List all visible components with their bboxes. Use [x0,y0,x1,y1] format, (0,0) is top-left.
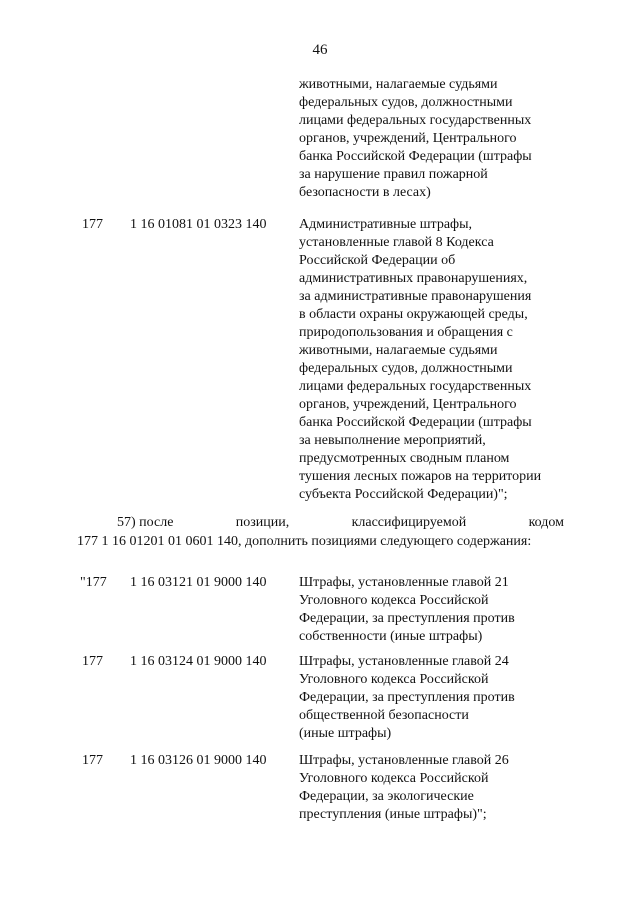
description-line: Российской Федерации об [299,253,456,268]
description-line: Штрафы, установленные главой 26 [299,753,509,768]
entry-admin-code: 177 [82,217,103,232]
description-line: за административные правонарушения [299,289,532,304]
description-line: лицами федеральных государственных [299,379,532,394]
instruction-word: классифицируемой [351,515,467,530]
new-entry-classification-code: 1 16 03126 01 9000 140 [130,753,267,768]
description-line: Штрафы, установленные главой 21 [299,575,509,590]
new-entry-admin-code: 177 [82,654,103,669]
description-line: безопасности в лесах) [299,185,431,200]
description-line: субъекта Российской Федерации)"; [299,487,508,502]
instruction-line-1 [77,513,564,532]
description-line: тушения лесных пожаров на территории [299,469,542,484]
description-line: животными, налагаемые судьями [299,77,498,92]
description-line: банка Российской Федерации (штрафы [299,149,532,164]
new-entry-description [299,574,579,646]
description-line: общественной безопасности [299,708,469,723]
instruction-word: 57) после [117,515,174,530]
description-line: федеральных судов, должностными [299,95,513,110]
description-line: природопользования и обращения с [299,325,513,340]
continuation-description [299,76,579,202]
description-line: органов, учреждений, Центрального [299,131,517,146]
entry-classification-code: 1 16 01081 01 0323 140 [130,217,267,232]
description-line: Федерации, за преступления против [299,611,515,626]
description-line: за невыполнение мероприятий, [299,433,486,448]
description-line: органов, учреждений, Центрального [299,397,517,412]
new-entry-admin-code: 177 [82,753,103,768]
new-entry-classification-code: 1 16 03124 01 9000 140 [130,654,267,669]
description-line: Федерации, за преступления против [299,690,515,705]
instruction-paragraph [77,513,564,551]
new-entry-description [299,752,579,824]
description-line: Уголовного кодекса Российской [299,672,489,687]
description-line: животными, налагаемые судьями [299,343,498,358]
description-line: федеральных судов, должностными [299,361,513,376]
description-line: Уголовного кодекса Российской [299,771,489,786]
instruction-line-2: 177 1 16 01201 01 0601 140, дополнить позициями следующего содержания: [77,534,532,549]
description-line: Федерации, за экологические [299,789,474,804]
instruction-word: кодом [528,515,564,530]
description-line: преступления (иные штрафы)"; [299,807,487,822]
description-line: банка Российской Федерации (штрафы [299,415,532,430]
description-line: собственности (иные штрафы) [299,629,483,644]
new-entry-description [299,653,579,743]
entry-description [299,216,579,504]
page-number: 46 [312,42,328,58]
new-entry-classification-code: 1 16 03121 01 9000 140 [130,575,267,590]
new-entry-admin-code: "177 [80,575,107,590]
description-line: в области охраны окружающей среды, [299,307,528,322]
description-line: Административные штрафы, [299,217,473,232]
description-line: предусмотренных сводным планом [299,451,510,466]
description-line: Уголовного кодекса Российской [299,593,489,608]
description-line: лицами федеральных государственных [299,113,532,128]
description-line: (иные штрафы) [299,726,392,741]
instruction-word: позиции, [235,515,290,530]
description-line: административных правонарушениях, [299,271,528,286]
description-line: за нарушение правил пожарной [299,167,488,182]
description-line: Штрафы, установленные главой 24 [299,654,509,669]
description-line: установленные главой 8 Кодекса [299,235,494,250]
